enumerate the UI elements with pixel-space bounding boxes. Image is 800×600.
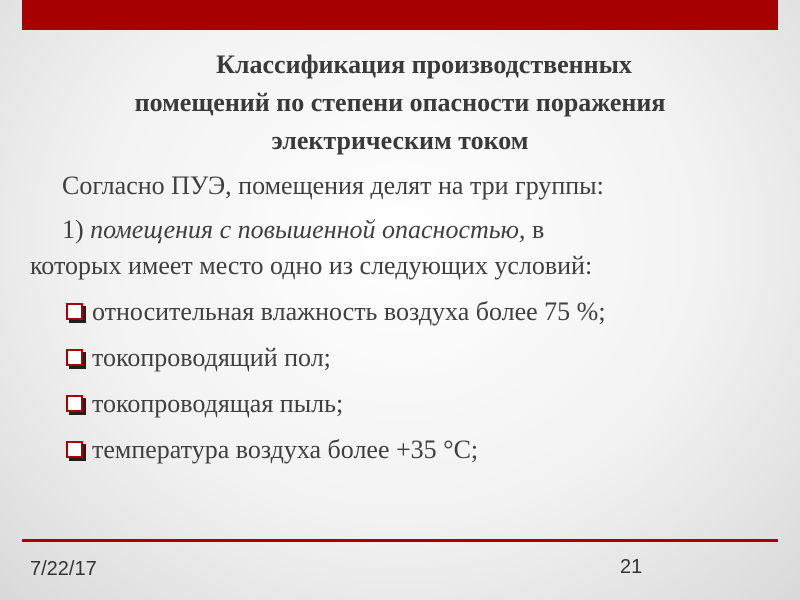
list-item	[30, 432, 780, 478]
slide-body	[30, 168, 780, 478]
list-item-text: токопроводящий пол;	[92, 343, 331, 372]
intro-paragraph: Согласно ПУЭ, помещения делят на три группы:	[62, 171, 604, 200]
title-line: Классификация производственных	[216, 50, 632, 79]
footer-divider	[22, 539, 778, 542]
group1-line2: которых имеет место одно из следующих условий:	[30, 251, 593, 280]
list-item-text: токопроводящая пыль;	[92, 389, 344, 418]
slide-title	[40, 46, 760, 160]
footer-date: 7/22/17	[30, 558, 97, 580]
checkbox-bullet-icon	[66, 303, 83, 320]
checkbox-bullet-icon	[66, 441, 83, 458]
page-number: 21	[620, 556, 643, 578]
group1-rest-text: в	[525, 215, 545, 244]
conditions-list	[30, 294, 780, 478]
group1-line1	[30, 212, 780, 248]
title-line: электрическим током	[271, 126, 529, 155]
top-accent-bar	[22, 0, 778, 30]
list-item	[30, 340, 780, 386]
list-item-text: относительная влажность воздуха более 75 %;	[92, 297, 606, 326]
list-item	[30, 386, 780, 432]
group1-italic-text: помещения с повышенной опасностью,	[90, 215, 526, 244]
group1-number: 1)	[62, 215, 91, 244]
list-item-text: температура воздуха более +35 °С;	[92, 435, 479, 464]
checkbox-bullet-icon	[66, 395, 83, 412]
title-line: помещений по степени опасности поражения	[134, 88, 666, 117]
list-item	[30, 294, 780, 340]
checkbox-bullet-icon	[66, 349, 83, 366]
